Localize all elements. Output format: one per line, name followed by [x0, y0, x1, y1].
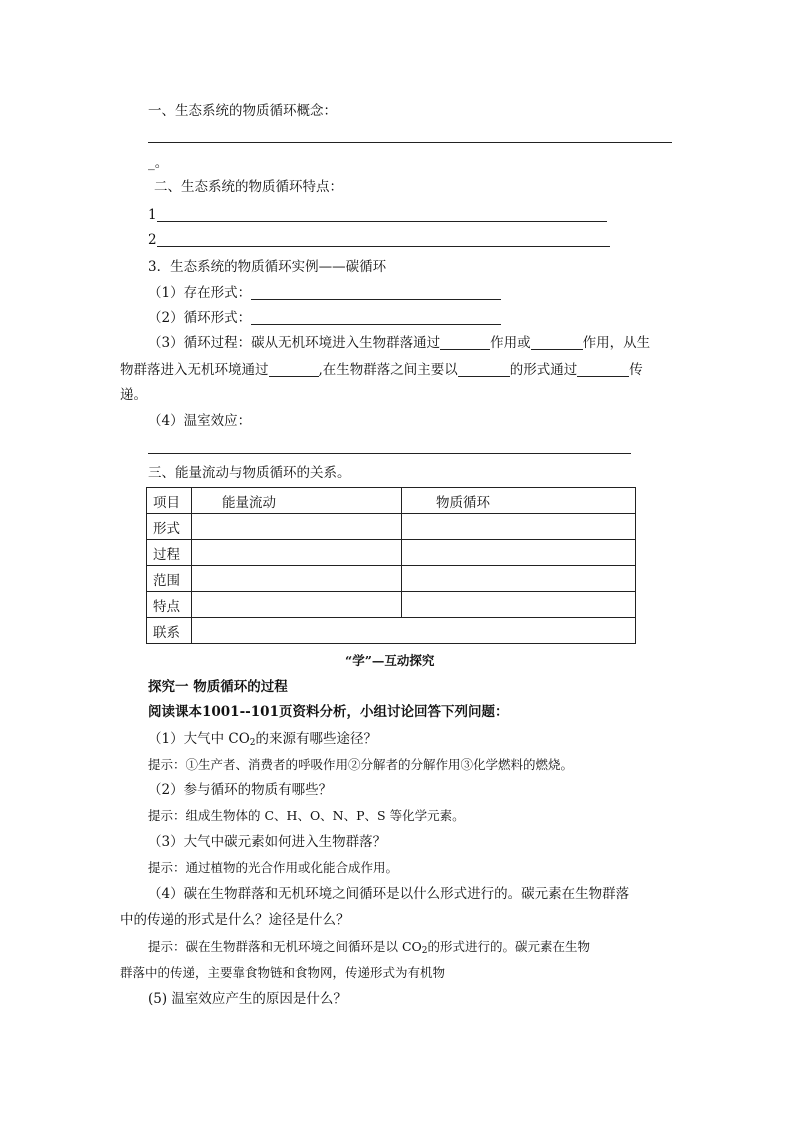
- section4-title: 三、能量流动与物质循环的关系。: [148, 465, 351, 481]
- answer-blank: [251, 285, 501, 300]
- answer-blank: [531, 335, 583, 350]
- answer-line: [148, 453, 631, 454]
- section2-item-1: [148, 206, 607, 224]
- table-row: [147, 592, 636, 618]
- question-text: 作用，从生: [582, 335, 651, 351]
- section2-title: 二、生态系统的物质循环特点：: [154, 179, 343, 195]
- question-text: 物群落进入无机环境通过: [120, 362, 269, 378]
- table-header-cell: 物质循环: [402, 488, 636, 514]
- table-row: [147, 566, 636, 592]
- inquiry-a1: 提示：①生产者、消费者的呼吸作用②分解者的分解作用③化学燃料的燃烧。: [148, 757, 574, 772]
- inquiry-title: 探究一 物质循环的过程: [148, 679, 288, 695]
- learn-section-title: “学”—互动探究: [345, 653, 435, 668]
- question-text: 作用或: [490, 335, 531, 351]
- comparison-table: [146, 487, 636, 644]
- table-cell-merged: [192, 618, 636, 644]
- section3-q3-line1: [148, 334, 650, 352]
- question-text: （1）存在形式：: [148, 285, 252, 301]
- inquiry-a3: 提示：通过植物的光合作用或化能合成作用。: [148, 860, 399, 875]
- answer-blank: [269, 362, 319, 377]
- inquiry-q1: [148, 730, 377, 752]
- table-row: [147, 540, 636, 566]
- inquiry-q2: （2）参与循环的物质有哪些？: [148, 782, 333, 798]
- section3-q2: [148, 309, 501, 327]
- table-cell: [192, 514, 402, 540]
- inquiry-intro: 阅读课本1001--101页资料分析，小组讨论回答下列问题：: [148, 704, 509, 720]
- section1-title: 一、生态系统的物质循环概念：: [148, 103, 337, 119]
- subscript: 2: [249, 738, 256, 748]
- question-text: （1）大气中 CO: [148, 731, 250, 747]
- table-cell: [192, 540, 402, 566]
- answer-text: 提示：碳在生物群落和无机环境之间循环是以 CO: [148, 939, 422, 954]
- inquiry-q4-line2: 中的传递的形式是什么？途径是什么？: [120, 912, 350, 928]
- subscript: 2: [421, 946, 428, 956]
- table-row: [147, 618, 636, 644]
- table-header-row: [147, 488, 636, 514]
- section3-title: 3．生态系统的物质循环实例——碳循环: [148, 259, 387, 275]
- table-cell: [192, 592, 402, 618]
- question-text: 的来源有哪些途径？: [255, 731, 378, 747]
- inquiry-q5: (5) 温室效应产生的原因是什么？: [148, 991, 347, 1007]
- table-cell: [402, 566, 636, 592]
- item-number: 2: [148, 232, 157, 248]
- answer-line: [148, 142, 672, 143]
- item-number: 1: [148, 207, 157, 223]
- answer-blank: [458, 362, 510, 377]
- question-text: （2）循环形式：: [148, 310, 252, 326]
- table-row: [147, 514, 636, 540]
- answer-blank: [577, 362, 629, 377]
- answer-blank: [157, 232, 610, 247]
- answer-blank: [440, 335, 490, 350]
- row-label: 特点: [147, 592, 192, 618]
- section1-end: _。: [148, 155, 169, 171]
- section3-q1: [148, 284, 501, 302]
- row-label: 联系: [147, 618, 192, 644]
- inquiry-q4-line1: （4）碳在生物群落和无机环境之间循环是以什么形式进行的。碳元素在生物群落: [148, 886, 630, 902]
- answer-blank: [157, 207, 607, 222]
- table-cell: [402, 592, 636, 618]
- table-cell: [402, 514, 636, 540]
- inquiry-a2: 提示：组成生物体的 C、H、O、N、P、S 等化学元素。: [148, 808, 465, 823]
- table-cell: [192, 566, 402, 592]
- section3-q3-line2: [120, 361, 643, 379]
- answer-text: 的形式进行的。碳元素在生物: [427, 939, 591, 954]
- row-label: 形式: [147, 514, 192, 540]
- table-header-cell: 项目: [147, 488, 192, 514]
- question-text: （3）循环过程：碳从无机环境进入生物群落通过: [148, 335, 441, 351]
- table-cell: [402, 540, 636, 566]
- answer-blank: [251, 310, 501, 325]
- question-text: 传: [629, 362, 643, 378]
- section3-q3-line3: 递。: [120, 387, 147, 403]
- inquiry-a4-line2: 群落中的传递，主要靠食物链和食物网，传递形式为有机物: [120, 965, 446, 980]
- row-label: 过程: [147, 540, 192, 566]
- section3-q4: （4）温室效应：: [148, 413, 252, 429]
- table-header-cell: 能量流动: [192, 488, 402, 514]
- inquiry-q3: （3）大气中碳元素如何进入生物群落？: [148, 834, 387, 850]
- section2-item-2: [148, 231, 610, 249]
- question-text: 的形式通过: [509, 362, 578, 378]
- inquiry-a4-line1: [148, 938, 590, 960]
- row-label: 范围: [147, 566, 192, 592]
- question-text: ,在生物群落之间主要以: [318, 362, 458, 378]
